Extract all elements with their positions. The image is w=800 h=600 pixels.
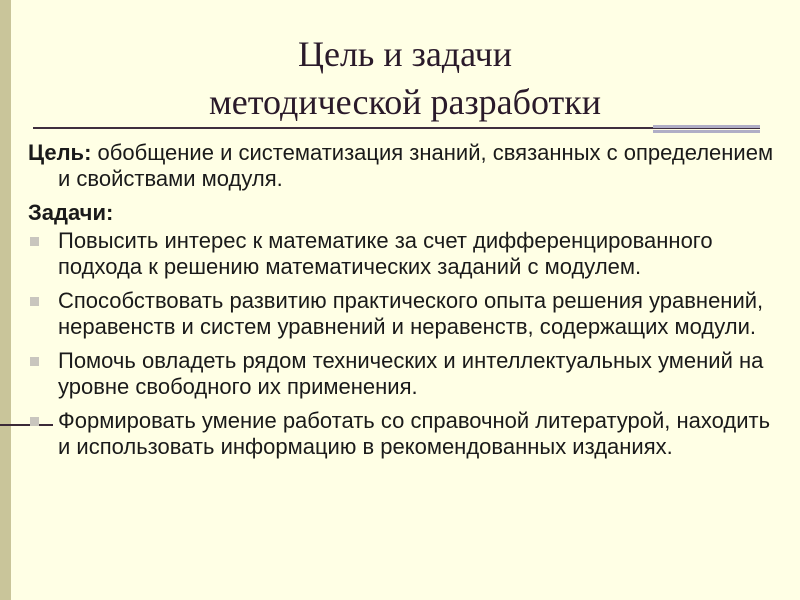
task-text: Повысить интерес к математике за счет дифференцированного подхода к решению математических заданий с модулем. [58, 228, 713, 279]
tasks-label: Задачи: [28, 200, 114, 225]
task-item [28, 408, 778, 460]
slide-title [60, 30, 750, 126]
tasks-list [28, 228, 778, 460]
slide-title-line-1: Цель и задачи [297, 34, 513, 74]
task-item [28, 348, 778, 400]
title-divider-accent-2 [653, 130, 760, 133]
task-text: Формировать умение работать со справочной литературой, находить и использовать информацию в рекомендованных изданиях. [58, 408, 771, 459]
square-bullet-icon [30, 237, 39, 246]
slide-title-line-2: методической разработки [209, 82, 601, 122]
square-bullet-icon [30, 417, 39, 426]
square-bullet-icon [30, 297, 39, 306]
goal-label: Цель: [28, 140, 92, 165]
task-text: Способствовать развитию практического опыта решения уравнений, неравенств и систем уравнений и неравенств, содержащих модули. [58, 288, 764, 339]
goal-paragraph [28, 140, 778, 192]
slide-body [28, 140, 778, 468]
side-decor-bar [0, 0, 11, 600]
title-divider-accent [653, 125, 760, 128]
task-text: Помочь овладеть рядом технических и интеллектуальных умений на уровне свободного их применения. [58, 348, 764, 399]
goal-text: обобщение и систематизация знаний, связанных с определением и свойствами модуля. [58, 140, 774, 191]
square-bullet-icon [30, 357, 39, 366]
title-divider [33, 127, 760, 129]
task-item [28, 288, 778, 340]
task-item [28, 228, 778, 280]
